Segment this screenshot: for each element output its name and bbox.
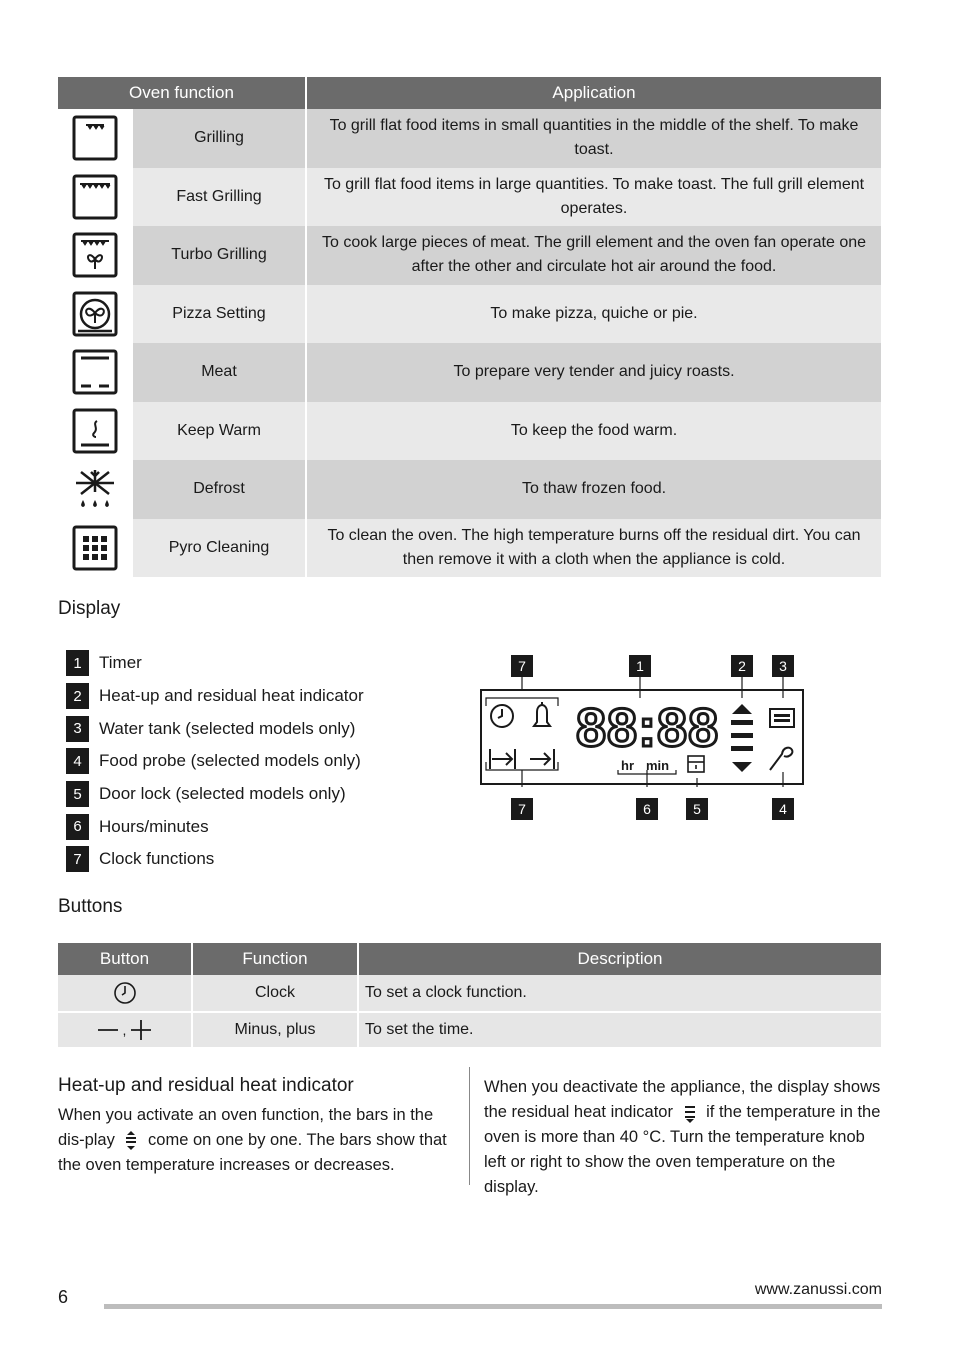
legend-number: 2 [66,683,89,709]
paragraph-text-before: When you activate an oven function, the bars in the dis-play [58,1106,434,1149]
minus-plus-icon [58,1011,193,1047]
footer-rule [104,1304,882,1309]
buttons-table-header [58,943,881,975]
button-description: To set a clock function. [359,975,881,1011]
paragraph-text-before: When you deactivate the appliance, the display shows the residual heat indicator [484,1078,881,1121]
function-name: Grilling [133,109,307,168]
heat-indicator-bars [731,704,753,772]
display-diagram [478,652,808,824]
table-row [58,285,881,344]
callout-number: 7 [511,655,533,677]
list-item [66,680,364,713]
door-lock-icon [688,756,704,772]
button-description: To set the time. [359,1011,881,1047]
legend-text: Timer [99,653,142,673]
callout-number: 3 [772,655,794,677]
legend-number: 1 [66,650,89,676]
table-row [58,109,881,168]
footer-url: www.zanussi.com [754,1281,882,1298]
table-row [58,343,881,402]
legend-text: Clock functions [99,849,215,869]
duration-icon [490,749,515,769]
defrost-icon [58,460,133,519]
list-item [66,843,364,876]
hr-label: hr [621,758,634,773]
legend-text: Door lock (selected models only) [99,784,346,804]
function-application: To grill flat food items in large quantities. To make toast. The full grill element operates. [307,168,881,227]
heat-indicator-right-column [484,1075,884,1200]
header-application: Application [307,77,881,109]
function-application: To cook large pieces of meat. The grill element and the oven fan operate one after the other and circulate hot air around the food. [307,226,881,285]
clock-button-icon [58,975,193,1011]
residual-heat-paragraph [484,1075,884,1200]
list-item [66,778,364,811]
list-item [66,810,364,843]
callout-number: 4 [772,798,794,820]
buttons-heading: Buttons [58,896,123,917]
svg-text:88:88: 88:88 [576,698,720,758]
function-application: To prepare very tender and juicy roasts. [307,343,881,402]
function-application: To grill flat food items in small quantities in the middle of the shelf. To make toast. [307,109,881,168]
paragraph-text-after: come on one by one. The bars show that the oven temperature increases or decreases. [58,1131,447,1174]
keep-warm-icon [58,402,133,461]
food-probe-icon [770,748,792,770]
function-name: Meat [133,343,307,402]
function-name: Fast Grilling [133,168,307,227]
pizza-setting-icon [58,285,133,344]
residual-heat-bars-icon [684,1103,696,1123]
fast-grilling-icon [58,168,133,227]
legend-number: 6 [66,814,89,840]
table-row [58,460,881,519]
bell-icon [534,702,550,726]
function-name: Pizza Setting [133,285,307,344]
list-item [66,745,364,778]
plus-icon [130,1019,152,1041]
end-time-icon [530,749,554,769]
function-application: To keep the food warm. [307,402,881,461]
function-name: Turbo Grilling [133,226,307,285]
legend-number: 7 [66,846,89,872]
heat-indicator-left-column [58,1075,462,1178]
header-button: Button [58,943,193,975]
button-function: Minus, plus [193,1011,359,1047]
callout-number: 1 [629,655,651,677]
heat-indicator-heading: Heat-up and residual heat indicator [58,1075,354,1096]
callout-number: 7 [511,798,533,820]
list-item [66,712,364,745]
function-name: Defrost [133,460,307,519]
header-function: Function [193,943,359,975]
header-oven-function: Oven function [58,77,307,109]
legend-number: 3 [66,716,89,742]
heat-indicator-paragraph [58,1103,462,1178]
legend-text: Hours/minutes [99,816,209,836]
pyro-cleaning-icon [58,519,133,578]
table-row [58,519,881,578]
table-row [58,975,881,1011]
legend-number: 5 [66,781,89,807]
minus-icon [97,1019,119,1041]
oven-table-header [58,77,881,109]
function-name: Pyro Cleaning [133,519,307,578]
table-row [58,402,881,461]
turbo-grilling-icon [58,226,133,285]
display-heading: Display [58,598,121,619]
clock-icon [491,705,513,727]
heat-bars-icon [125,1131,137,1151]
time-digits [576,698,719,758]
buttons-table [58,943,881,1047]
legend-text: Heat-up and residual heat indicator [99,686,364,706]
table-row [58,1011,881,1047]
oven-function-table [58,77,881,577]
function-application: To thaw frozen food. [307,460,881,519]
callout-number: 5 [686,798,708,820]
function-name: Keep Warm [133,402,307,461]
icon-separator: , [122,1022,127,1038]
button-function: Clock [193,975,359,1011]
function-application: To clean the oven. The high temperature burns off the residual dirt. You can then remove it with a cloth when the appliance is cold. [307,519,881,578]
legend-number: 4 [66,748,89,774]
callout-number: 6 [636,798,658,820]
paragraph-text-after: if the temperature in the oven is more than 40 °C. Turn the temperature knob left or right to show the oven temperature on the display. [484,1103,881,1196]
function-application: To make pizza, quiche or pie. [307,285,881,344]
list-item [66,647,364,680]
header-description: Description [359,943,881,975]
column-divider [469,1067,470,1185]
water-tank-icon [770,709,794,727]
min-label: min [646,758,670,773]
display-legend [66,647,364,876]
grilling-icon [58,109,133,168]
callout-number: 2 [731,655,753,677]
page-number: 6 [58,1287,69,1307]
legend-text: Water tank (selected models only) [99,718,356,738]
legend-text: Food probe (selected models only) [99,751,361,771]
table-row [58,168,881,227]
meat-icon [58,343,133,402]
table-row [58,226,881,285]
